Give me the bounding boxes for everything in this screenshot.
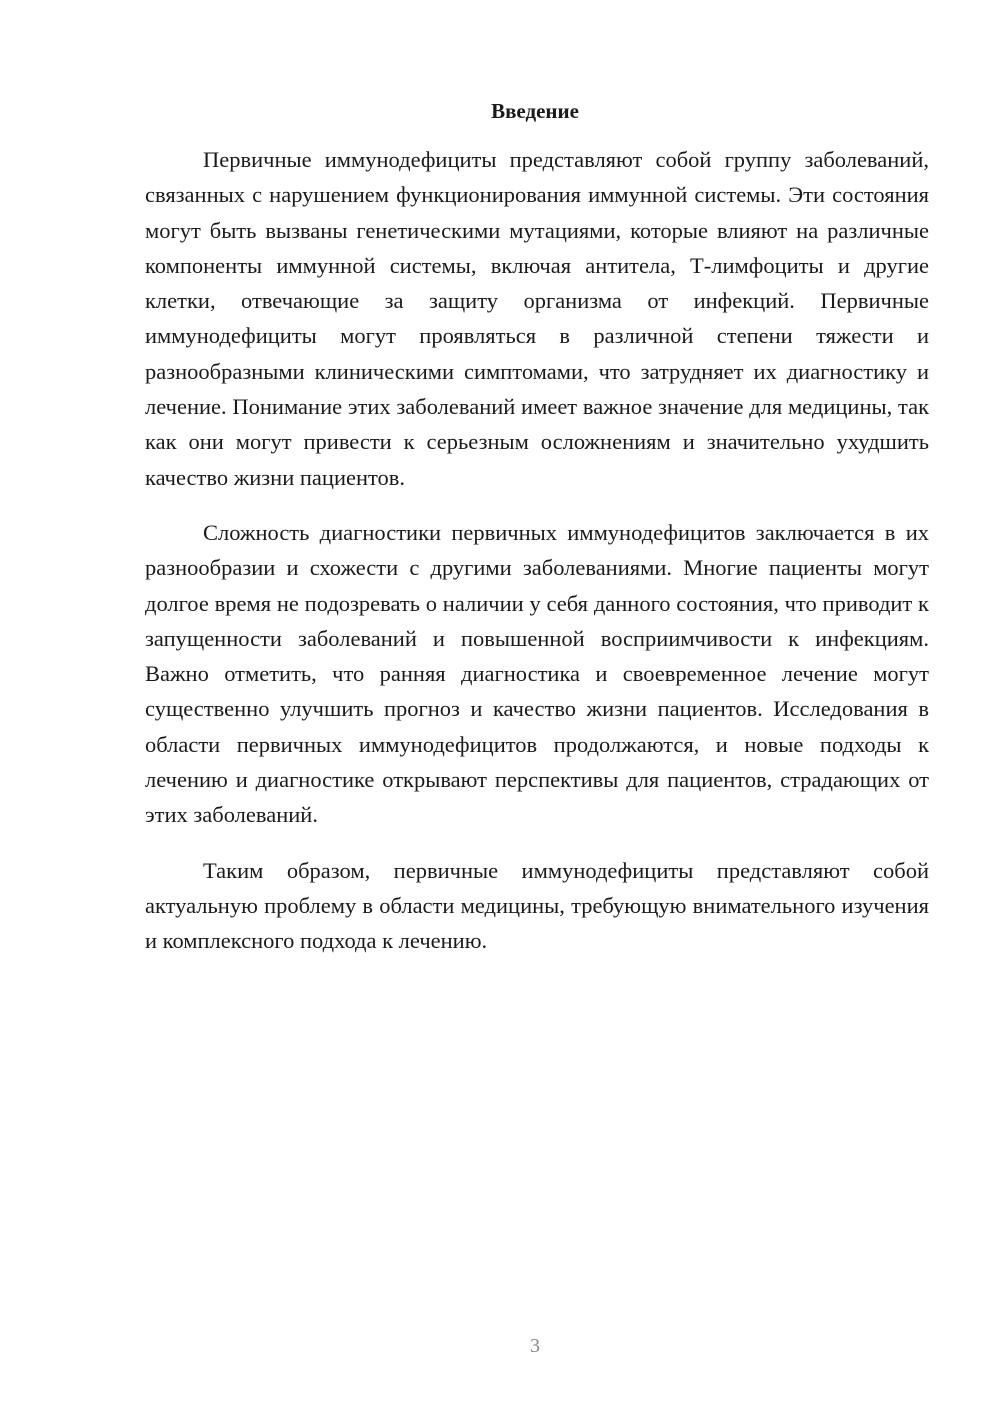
body-text — [145, 142, 929, 959]
paragraph-2: Сложность диагностики первичных иммунодефицитов заключается в их разнообразии и схожести с другими заболеваниями. Многие пациенты могут долгое время не подозревать о наличии у себя данного состояния, что приводит к запущенности заболеваний и повышенной восприимчивости к инфекциям. Важно отметить, что ранняя диагностика и своевременное лечение могут существенно улучшить прогноз и качество жизни пациентов. Исследования в области первичных иммунодефицитов продолжаются, и новые подходы к лечению и диагностике открывают перспективы для пациентов, страдающих от этих заболеваний. — [145, 519, 929, 828]
section-title: Введение — [491, 99, 579, 123]
paragraph-3: Таким образом, первичные иммунодефициты представляют собой актуальную проблему в области медицины, требующую внимательного изучения и комплексного подхода к лечению. — [145, 857, 929, 954]
paragraph-1: Первичные иммунодефициты представляют собой группу заболеваний, связанных с нарушением функционирования иммунной системы. Эти состояния могут быть вызваны генетическими мутациями, которые влияют на различные компоненты иммунной системы, включая антитела, Т-лимфоциты и другие клетки, отвечающие за защиту организма от инфекций. Первичные иммунодефициты могут проявляться в различной степени тяжести и разнообразными клиническими симптомами, что затрудняет их диагностику и лечение. Понимание этих заболеваний имеет важное значение для медицины, так как они могут привести к серьезным осложнениям и значительно ухудшить качество жизни пациентов. — [145, 147, 929, 490]
page-number: 3 — [530, 1335, 540, 1357]
